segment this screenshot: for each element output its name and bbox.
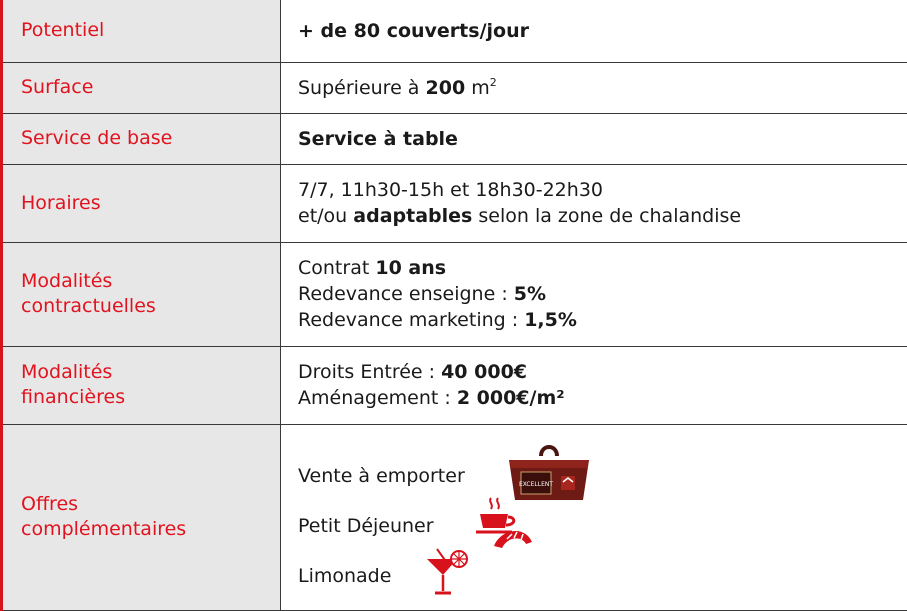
droits-label: Droits Entrée : xyxy=(298,361,435,383)
value-surface xyxy=(281,62,907,113)
label-financieres xyxy=(2,346,281,424)
cocktail-glass-icon xyxy=(425,545,471,597)
row-horaires xyxy=(2,164,907,242)
row-offres xyxy=(2,424,907,610)
contrat-label: Contrat xyxy=(298,257,369,279)
amenagement-value: 2 000€/m² xyxy=(457,387,565,409)
surface-amount: 200 xyxy=(426,77,466,99)
amenagement-label: Aménagement : xyxy=(298,387,451,409)
label-financieres-line2: financières xyxy=(21,385,280,410)
horaires-line2-suffix: selon la zone de chalandise xyxy=(478,205,741,227)
offer-label-vente: Vente à emporter xyxy=(298,463,465,489)
label-horaires: Horaires xyxy=(2,164,281,242)
marketing-label: Redevance marketing : xyxy=(298,309,518,331)
marketing-value: 1,5% xyxy=(524,309,577,331)
value-financieres xyxy=(281,346,907,424)
offer-label-limonade: Limonade xyxy=(298,563,391,589)
label-contractuelles xyxy=(2,242,281,346)
label-potentiel: Potentiel xyxy=(2,0,281,62)
horaires-line2-bold: adaptables xyxy=(353,205,472,227)
amenagement-line xyxy=(298,385,907,411)
label-surface: Surface xyxy=(2,62,281,113)
surface-prefix: Supérieure à xyxy=(298,77,419,99)
box-text: EXCELLENT xyxy=(519,481,553,488)
coffee-croissant-icon xyxy=(474,494,536,552)
label-financieres-line1: Modalités xyxy=(21,360,280,385)
label-offres xyxy=(2,424,281,610)
horaires-line2 xyxy=(298,203,907,229)
offer-item xyxy=(298,451,907,501)
value-offres xyxy=(281,424,907,610)
label-contractuelles-line2: contractuelles xyxy=(21,294,280,319)
label-service: Service de base xyxy=(2,113,281,164)
label-offres-line2: complémentaires xyxy=(21,517,280,542)
offer-item xyxy=(298,501,907,551)
droits-value: 40 000€ xyxy=(441,361,527,383)
horaires-line1: 7/7, 11h30-15h et 18h30-22h30 xyxy=(298,177,907,203)
surface-unit-sup: 2 xyxy=(490,76,497,89)
value-horaires xyxy=(281,164,907,242)
value-potentiel: + de 80 couverts/jour xyxy=(298,20,529,42)
label-contractuelles-line1: Modalités xyxy=(21,269,280,294)
row-service xyxy=(2,113,907,164)
droits-line xyxy=(298,359,907,385)
value-contractuelles xyxy=(281,242,907,346)
marketing-line xyxy=(298,307,907,333)
surface-unit: m xyxy=(471,77,490,99)
horaires-line2-prefix: et/ou xyxy=(298,205,347,227)
value-service: Service à table xyxy=(298,128,458,150)
contrat-line xyxy=(298,255,907,281)
offer-label-dejeuner: Petit Déjeuner xyxy=(298,513,434,539)
enseigne-line xyxy=(298,281,907,307)
label-offres-line1: Offres xyxy=(21,492,280,517)
enseigne-value: 5% xyxy=(514,283,546,305)
row-financieres xyxy=(2,346,907,424)
row-contractuelles xyxy=(2,242,907,346)
enseigne-label: Redevance enseigne : xyxy=(298,283,508,305)
row-surface xyxy=(2,62,907,113)
contrat-value: 10 ans xyxy=(375,257,446,279)
row-potentiel xyxy=(2,0,907,62)
offer-item xyxy=(298,551,907,601)
